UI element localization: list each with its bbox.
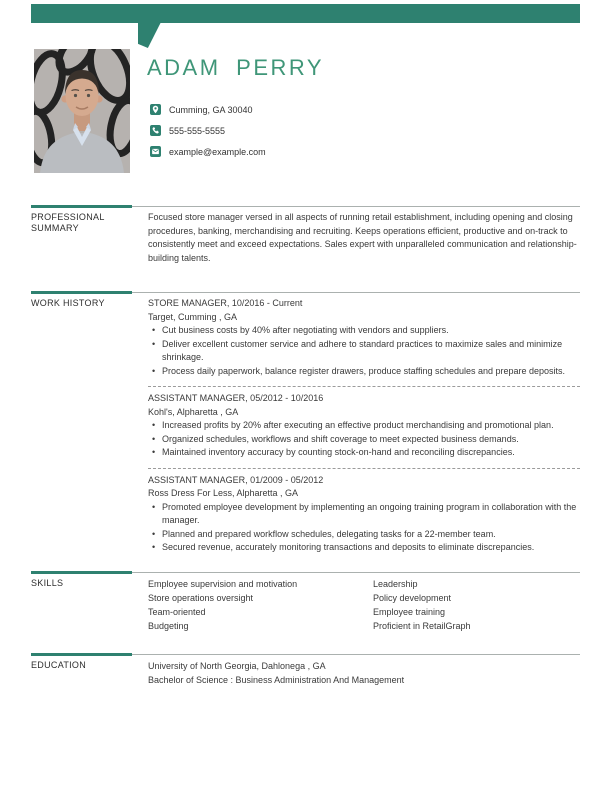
skills-columns (148, 577, 580, 633)
candidate-name: ADAM PERRY (147, 55, 325, 80)
skill-item: Employee supervision and motivation (148, 578, 298, 589)
section-skills (31, 572, 580, 633)
job-company: Kohl's, Alpharetta , GA (148, 406, 239, 417)
job-bullet-list (148, 501, 580, 555)
phone-icon (150, 125, 161, 136)
job-title: STORE MANAGER, 10/2016 - Current (148, 298, 303, 308)
contact-phone-text: 555-555-5555 (169, 125, 226, 136)
section-divider (31, 654, 580, 655)
contact-location-text: Cumming, GA 30040 (169, 104, 253, 115)
job-bullet-list (148, 324, 580, 378)
job-bullet: • Increased profits by 20% after executing an effective product merchandising and promotional plan. (148, 419, 580, 433)
banner-pennant-fold (138, 22, 161, 48)
skills-column-2 (373, 577, 471, 633)
section-divider (31, 206, 580, 207)
job-title: ASSISTANT MANAGER, 05/2012 - 10/2016 (148, 393, 324, 403)
job-bullet: • Organized schedules, workflows and shift coverage to meet expected business demands. (148, 433, 580, 447)
section-divider-accent (31, 205, 132, 208)
skill-item: Employee training (373, 606, 446, 617)
skill-item: Proficient in RetailGraph (373, 620, 471, 631)
section-divider (31, 572, 580, 573)
skill-item: Budgeting (148, 620, 189, 631)
contact-row-phone (150, 125, 266, 136)
job-entry-store-manager (148, 297, 580, 378)
section-label-work-history: WORK HISTORY (31, 298, 105, 308)
profile-photo-image (34, 49, 130, 173)
job-separator-dashed (148, 468, 580, 469)
section-professional-summary (31, 206, 580, 265)
job-company: Target, Cumming , GA (148, 311, 238, 322)
contact-info (150, 104, 266, 167)
education-school: University of North Georgia, Dahlonega , GA (148, 660, 326, 671)
profile-photo (34, 49, 130, 173)
job-entry-assistant-manager-ross (148, 474, 580, 555)
education-degree: Bachelor of Science : Business Administration And Management (148, 674, 405, 685)
job-bullet: • Maintained inventory accuracy by counting stock-on-hand and reconciling discrepancies. (148, 446, 580, 460)
job-bullet: • Planned and prepared workflow schedules, delegating tasks for a 22-member team. (148, 528, 580, 542)
section-label-skills: SKILLS (31, 577, 64, 588)
contact-row-location (150, 104, 266, 115)
job-bullet: • Cut business costs by 40% after negotiating with vendors and suppliers. (148, 324, 580, 338)
section-divider-accent (31, 653, 132, 656)
job-bullet: • Secured revenue, accurately monitoring transactions and deposits to eliminate discrepancies. (148, 541, 580, 555)
section-label-summary: PROFESSIONAL SUMMARY (31, 212, 105, 233)
section-label-education: EDUCATION (31, 659, 87, 670)
section-divider (31, 292, 580, 293)
skill-item: Team-oriented (148, 606, 206, 617)
skill-item: Policy development (373, 592, 452, 603)
section-work-history (31, 292, 580, 555)
summary-paragraph: Focused store manager versed in all aspects of running retail establishment, including opening and closing procedures, banking, merchandising and recruiting. Keeps operations efficient, productive and on-track to consistently meet and exceed expectations. Sales expert with unparalleled communication and relationship-building talents. (148, 212, 577, 263)
job-bullet: • Deliver excellent customer service and adhere to standard practices to maximize sales and minimize shrinkage. (148, 338, 580, 365)
job-bullet: • Process daily paperwork, balance register drawers, produce staffing schedules and prepare deposits. (148, 365, 580, 379)
job-company: Ross Dress For Less, Alpharetta , GA (148, 488, 299, 498)
resume-body (31, 206, 580, 687)
contact-row-email (150, 146, 266, 157)
section-divider-accent (31, 571, 132, 574)
skill-item: Store operations oversight (148, 592, 254, 603)
job-entry-assistant-manager-kohls (148, 392, 580, 460)
skills-column-1 (148, 577, 373, 633)
section-education (31, 654, 580, 687)
job-bullet: • Promoted employee development by implementing an ongoing training program in collaboration with the manager. (148, 501, 580, 528)
section-divider-accent (31, 291, 132, 294)
job-title: ASSISTANT MANAGER, 01/2009 - 05/2012 (148, 474, 324, 485)
skill-item: Leadership (373, 578, 418, 589)
job-separator-dashed (148, 386, 580, 387)
contact-email-text: example@example.com (169, 146, 266, 157)
email-icon (150, 146, 161, 157)
job-bullet-list (148, 419, 580, 460)
location-icon (150, 104, 161, 115)
header-banner (31, 4, 580, 23)
